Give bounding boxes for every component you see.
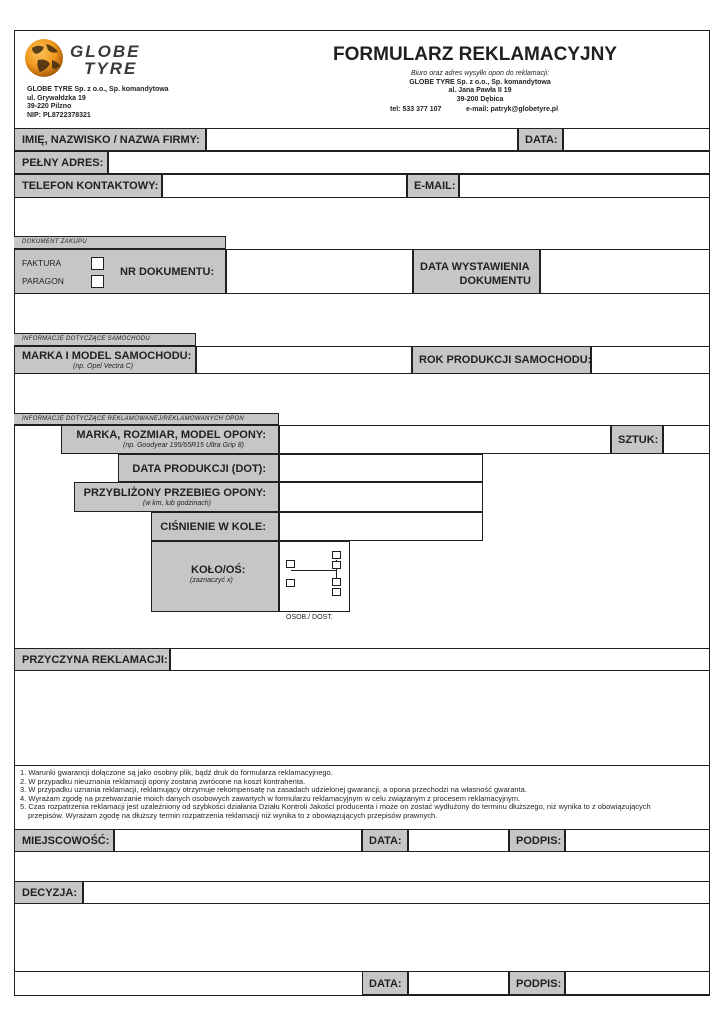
term-item: 4. Wyrażam zgodę na przetwarzanie moich danych osobowych zawartych w formularzu reklamacyjnym w celu związanym z procesem reklamacyjnym. <box>20 793 521 803</box>
vehicle-section-header: INFORMACJE DOTYCZĄCE SAMOCHODU <box>14 333 196 346</box>
place-label: MIEJSCOWOŚĆ: <box>22 835 110 847</box>
reason-area[interactable] <box>14 671 710 765</box>
office-phone: tel: 533 377 107 <box>390 106 442 113</box>
dot-label-box <box>118 454 279 482</box>
purchase-type-box <box>14 249 226 294</box>
decision-label-box <box>14 881 83 904</box>
sign-label-box <box>509 829 565 852</box>
decision-sign-field[interactable] <box>565 971 710 995</box>
name-field[interactable] <box>206 128 518 151</box>
tyre-hint: (np. Goodyear 195/65R15 Ultra Grip 8) <box>122 442 244 449</box>
sign-date-label-box <box>362 829 408 852</box>
term-item: 2. W przypadku nieuznania reklamacji opony zostaną zwrócone na koszt kontrahenta. <box>20 776 306 786</box>
phone-label-box <box>14 174 162 198</box>
page-title: FORMULARZ REKLAMACYJNY <box>333 44 617 65</box>
company-address <box>27 86 169 120</box>
decision-label: DECYZJA: <box>22 887 78 899</box>
sign-field[interactable] <box>565 829 710 852</box>
wheel-front-left-checkbox[interactable] <box>286 560 295 568</box>
year-label: ROK PRODUKCJI SAMOCHODU: <box>419 354 592 366</box>
purchase-section-header: DOKUMENT ZAKUPU <box>14 236 226 249</box>
decision-date-label: DATA: <box>369 978 402 990</box>
date-label: DATA: <box>525 134 558 146</box>
date-field[interactable] <box>563 128 710 151</box>
logo-text-bottom: TYRE <box>84 59 138 78</box>
model-hint: (np. Opel Vectra C) <box>73 363 134 370</box>
issue-date-label-1: DATA WYSTAWIENIA <box>420 261 530 273</box>
email-label: E-MAIL: <box>414 180 456 192</box>
tyre-label-box <box>61 425 279 454</box>
company-logo <box>24 38 174 80</box>
mileage-field[interactable] <box>279 482 483 512</box>
sign-date-field[interactable] <box>408 829 509 852</box>
year-label-box <box>412 346 591 374</box>
wheel-rear-right-outer-checkbox[interactable] <box>332 588 341 596</box>
date-label-box <box>518 128 563 151</box>
office-street: al. Jana Pawła II 19 <box>448 87 512 94</box>
pressure-field[interactable] <box>279 512 483 541</box>
sign-label: PODPIS: <box>516 835 562 847</box>
email-label-box <box>407 174 459 198</box>
office-address <box>380 70 580 104</box>
reason-field-first-line[interactable] <box>170 648 710 671</box>
wheel-rear-right-inner-checkbox[interactable] <box>332 578 341 586</box>
decision-area[interactable] <box>14 904 710 971</box>
company-name: GLOBE TYRE Sp. z o.o., Sp. komandytowa <box>27 86 169 93</box>
axle-line <box>291 570 337 571</box>
address-label-box <box>14 151 108 174</box>
term-item: 5. Czas rozpatrzenia reklamacji jest uzależniony od szybkości działania Działu Kontroli Jakości producenta i może on zostać wydłużony do terminu dłuższego, niż wynika to z obowiązujących <box>20 802 651 812</box>
qty-label-box <box>611 425 663 454</box>
terms-list <box>20 769 706 821</box>
wheel-diagram <box>279 541 350 612</box>
issue-date-label-2: DOKUMENTU <box>459 275 531 287</box>
reason-label-box <box>14 648 170 671</box>
email-field[interactable] <box>459 174 710 198</box>
address-label: PEŁNY ADRES: <box>22 157 104 169</box>
office-email: e-mail: patryk@globetyre.pl <box>466 106 559 113</box>
office-name: GLOBE TYRE Sp. z o.o., Sp. komandytowa <box>409 78 551 86</box>
receipt-label: PARAGON <box>22 276 64 286</box>
company-street: ul. Grywałdzka 19 <box>27 94 86 102</box>
qty-field[interactable] <box>663 425 710 454</box>
qty-label: SZTUK: <box>618 434 659 446</box>
model-label: MARKA I MODEL SAMOCHODU: <box>22 350 192 362</box>
wheel-rear-left-outer-checkbox[interactable] <box>332 551 341 559</box>
dot-field[interactable] <box>279 454 483 482</box>
wheel-front-right-checkbox[interactable] <box>286 579 295 587</box>
pressure-label-box <box>151 512 279 541</box>
address-field[interactable] <box>108 151 710 174</box>
logo-text-top: GLOBE <box>70 42 141 61</box>
doc-number-field[interactable] <box>226 249 413 294</box>
wheel-label-box <box>151 541 279 612</box>
term-item: 3. W przypadku uznania reklamacji, reklamujący otrzymuje rekompensatę na zasadach udzielonej gwarancji, a opona przechodzi na własność gwaranta. <box>20 785 527 795</box>
company-city: 39-220 Pilzno <box>27 103 72 110</box>
term-item: 1. Warunki gwarancji dołączone są jako osobny plik, bądź druk do formularza reklamacyjnego. <box>20 768 333 777</box>
mileage-label-box <box>74 482 279 512</box>
dot-label: DATA PRODUKCJI (DOT): <box>132 463 266 475</box>
tyre-label: MARKA, ROZMIAR, MODEL OPONY: <box>76 429 266 441</box>
decision-field-first-line[interactable] <box>83 881 710 904</box>
decision-sign-label-box <box>509 971 565 995</box>
tyre-section-header: INFORMACJE DOTYCZĄCE REKLAMOWANEJ/REKLAMOWANYCH OPON <box>14 413 279 425</box>
decision-sign-label: PODPIS: <box>516 978 562 990</box>
company-nip: NIP: PL8722378321 <box>27 111 91 119</box>
place-label-box <box>14 829 114 852</box>
pressure-label: CIŚNIENIE W KOLE: <box>160 521 266 533</box>
doc-number-label: NR DOKUMENTU: <box>120 266 215 278</box>
term-item: przepisów. Wyrażam zgodę na dłuższy termin rozpatrzenia reklamacji niż wynika to z obowiązujących przepisów prawnych. <box>28 810 438 820</box>
decision-date-label-box <box>362 971 408 995</box>
invoice-label: FAKTURA <box>22 258 62 268</box>
reason-label: PRZYCZYNA REKLAMACJI: <box>22 654 168 666</box>
decision-date-field[interactable] <box>408 971 509 995</box>
issue-date-field[interactable] <box>540 249 710 294</box>
office-note: Biuro oraz adres wysyłki opon do reklamacji: <box>410 70 550 77</box>
vehicle-type-label: OSOB./ DOST. <box>286 614 333 621</box>
mileage-hint: (w km, lub godzinach) <box>142 500 211 507</box>
place-field[interactable] <box>114 829 362 852</box>
tyre-field[interactable] <box>279 425 611 454</box>
wheel-hint: (zaznaczyć x) <box>190 577 233 584</box>
issue-date-label-box <box>413 249 540 294</box>
model-label-box <box>14 346 196 374</box>
name-label: IMIĘ, NAZWISKO / NAZWA FIRMY: <box>22 134 200 146</box>
invoice-checkbox[interactable] <box>91 257 104 270</box>
wheel-label: KOŁO/OŚ: <box>191 564 246 576</box>
model-field[interactable] <box>196 346 412 374</box>
office-city: 39-200 Dębica <box>456 95 504 103</box>
wheel-rear-left-inner-checkbox[interactable] <box>332 561 341 569</box>
year-field[interactable] <box>591 346 710 374</box>
receipt-checkbox[interactable] <box>91 275 104 288</box>
phone-field[interactable] <box>162 174 407 198</box>
mileage-label: PRZYBLIŻONY PRZEBIEG OPONY: <box>83 487 266 499</box>
name-label-box <box>14 128 206 151</box>
phone-label: TELEFON KONTAKTOWY: <box>22 180 159 192</box>
sign-date-label: DATA: <box>369 835 402 847</box>
